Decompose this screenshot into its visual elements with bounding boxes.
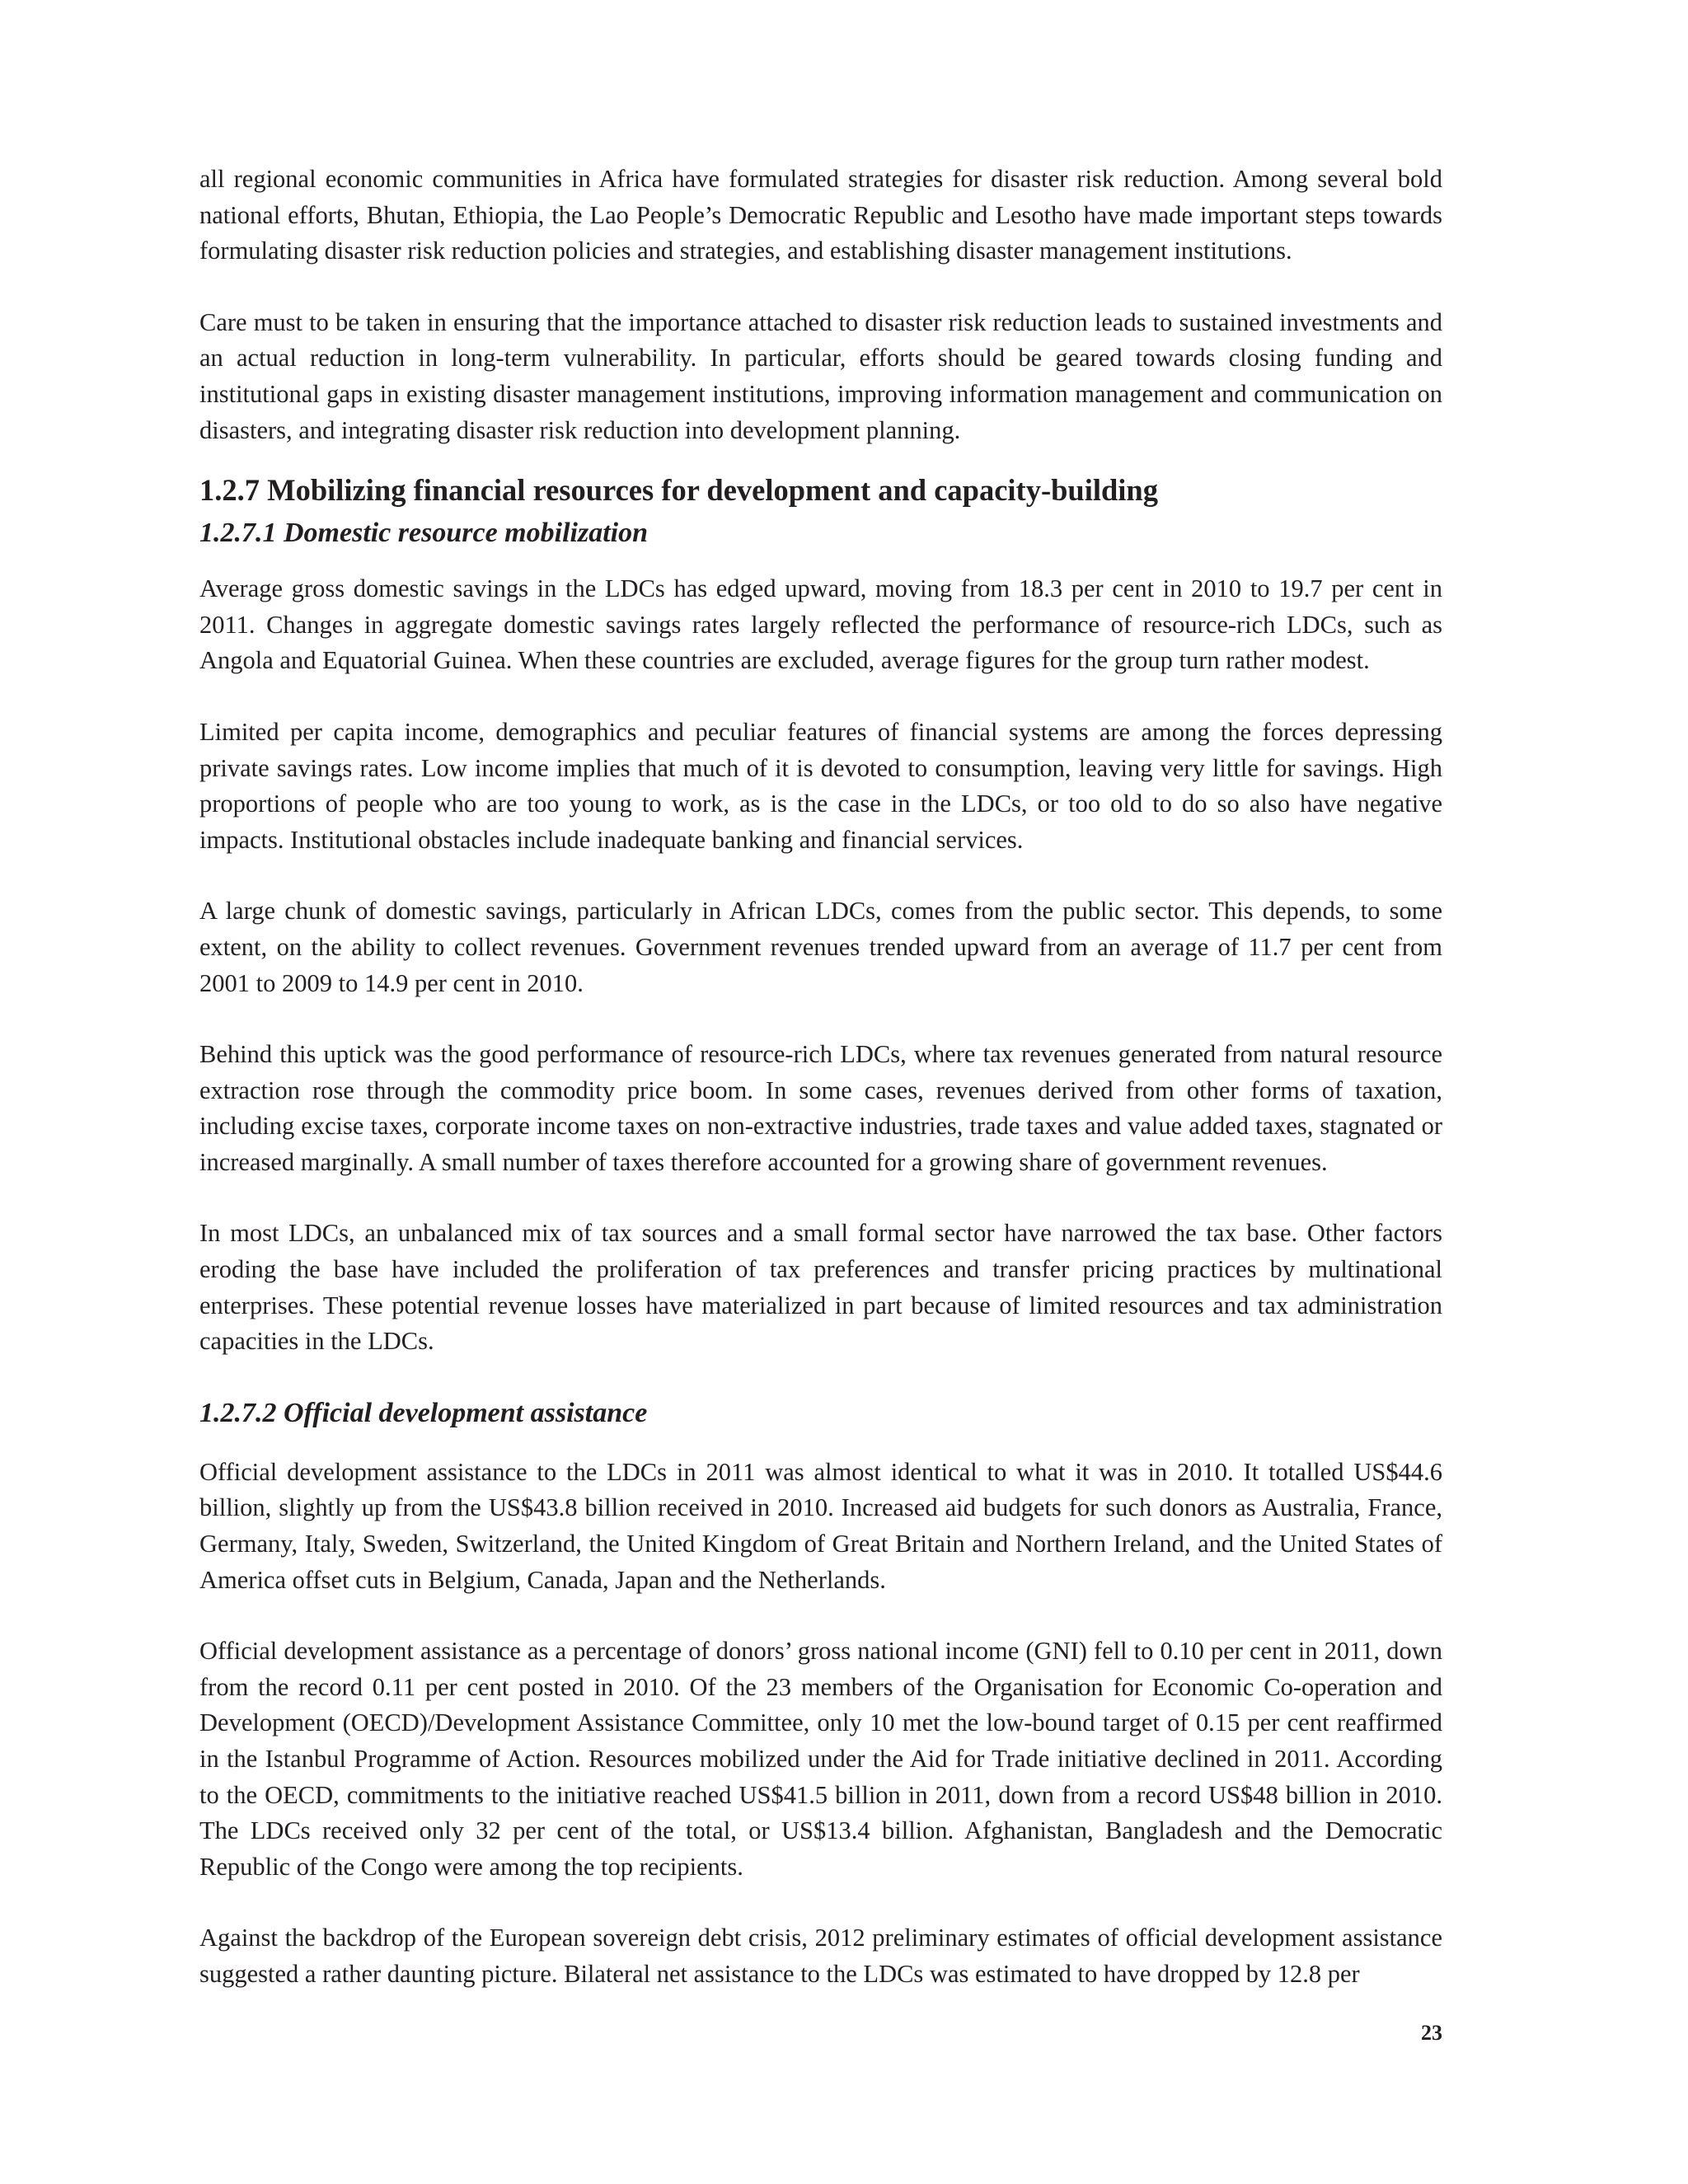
body-paragraph: Care must to be taken in ensuring that the importance attached to disaster risk reduction leads to sustained investments and an actual reduction in long-term vulnerability. In particular, efforts should be geared towards closing funding and institutional gaps in existing disaster management institutions, improving information management and communication on disasters, and integrating disaster risk reduction into development planning. (199, 307, 1442, 444)
body-paragraph: all regional economic communities in Africa have formulated strategies for disaster risk reduction. Among several bold national efforts, Bhutan, Ethiopia, the Lao People’s Democratic Republic and Lesotho have made important steps towards formulating disaster risk reduction policies and strategies, and establishing disaster management institutions. (199, 165, 1442, 265)
document-page (199, 162, 1442, 2028)
body-paragraph: Against the backdrop of the European sovereign debt crisis, 2012 preliminary estimates of official development assistance suggested a rather daunting picture. Bilateral net assistance to the LDCs was estimated to have dropped by 12.8 per (199, 1924, 1442, 1988)
section-heading: 1.2.7 Mobilizing financial resources for development and capacity-building (199, 473, 1158, 508)
body-paragraph: Official development assistance as a percentage of donors’ gross national income (GNI) fell to 0.10 per cent in 2011, down from the record 0.11 per cent posted in 2010. Of the 23 members of the Organisation for Economic Co-operation and Development (OECD)/Development Assistance Committee, only 10 met the low-bound target of 0.15 per cent reaffirmed in the Istanbul Programme of Action. Resources mobilized under the Aid for Trade initiative declined in 2011. According to the OECD, commitments to the initiative reached US$41.5 billion in 2011, down from a record US$48 billion in 2010. The LDCs received only 32 per cent of the total, or US$13.4 billion. Afghanistan, Bangladesh and the Democratic Republic of the Congo were among the top recipients. (199, 1637, 1442, 1881)
body-paragraph: In most LDCs, an unbalanced mix of tax sources and a small formal sector have narrowed the tax base. Other factors eroding the base have included the proliferation of tax preferences and transfer pricing practices by multinational enterprises. These potential revenue losses have materialized in part because of limited resources and tax administration capacities in the LDCs. (199, 1219, 1442, 1356)
subsection-heading: 1.2.7.2 Official development assistance (199, 1397, 648, 1428)
page-number: 23 (1421, 2021, 1442, 2045)
body-paragraph: A large chunk of domestic savings, particularly in African LDCs, comes from the public sector. This depends, to some extent, on the ability to collect revenues. Government revenues trended upward from an average of 11.7 per cent from 2001 to 2009 to 14.9 per cent in 2010. (199, 897, 1442, 997)
body-paragraph: Behind this uptick was the good performance of resource-rich LDCs, where tax revenues generated from natural resource extraction rose through the commodity price boom. In some cases, revenues derived from other forms of taxation, including excise taxes, corporate income taxes on non-extractive industries, trade taxes and value added taxes, stagnated or increased marginally. A small number of taxes therefore accounted for a growing share of government revenues. (199, 1040, 1442, 1176)
subsection-heading: 1.2.7.1 Domestic resource mobilization (199, 518, 648, 549)
body-paragraph: Average gross domestic savings in the LDCs has edged upward, moving from 18.3 per cent in 2010 to 19.7 per cent in 2011. Changes in aggregate domestic savings rates largely reflected the performance of resource-rich LDCs, such as Angola and Equatorial Guinea. When these countries are excluded, average figures for the group turn rather modest. (199, 574, 1442, 675)
body-paragraph: Limited per capita income, demographics and peculiar features of financial systems are among the forces depressing private savings rates. Low income implies that much of it is devoted to consumption, leaving very little for savings. High proportions of people who are too young to work, as is the case in the LDCs, or too old to do so also have negative impacts. Institutional obstacles include inadequate banking and financial services. (199, 717, 1442, 854)
body-paragraph: Official development assistance to the LDCs in 2011 was almost identical to what it was in 2010. It totalled US$44.6 billion, slightly up from the US$43.8 billion received in 2010. Increased aid budgets for such donors as Australia, France, Germany, Italy, Sweden, Switzerland, the United Kingdom of Great Britain and Northern Ireland, and the United States of America offset cuts in Belgium, Canada, Japan and the Netherlands. (199, 1457, 1442, 1594)
